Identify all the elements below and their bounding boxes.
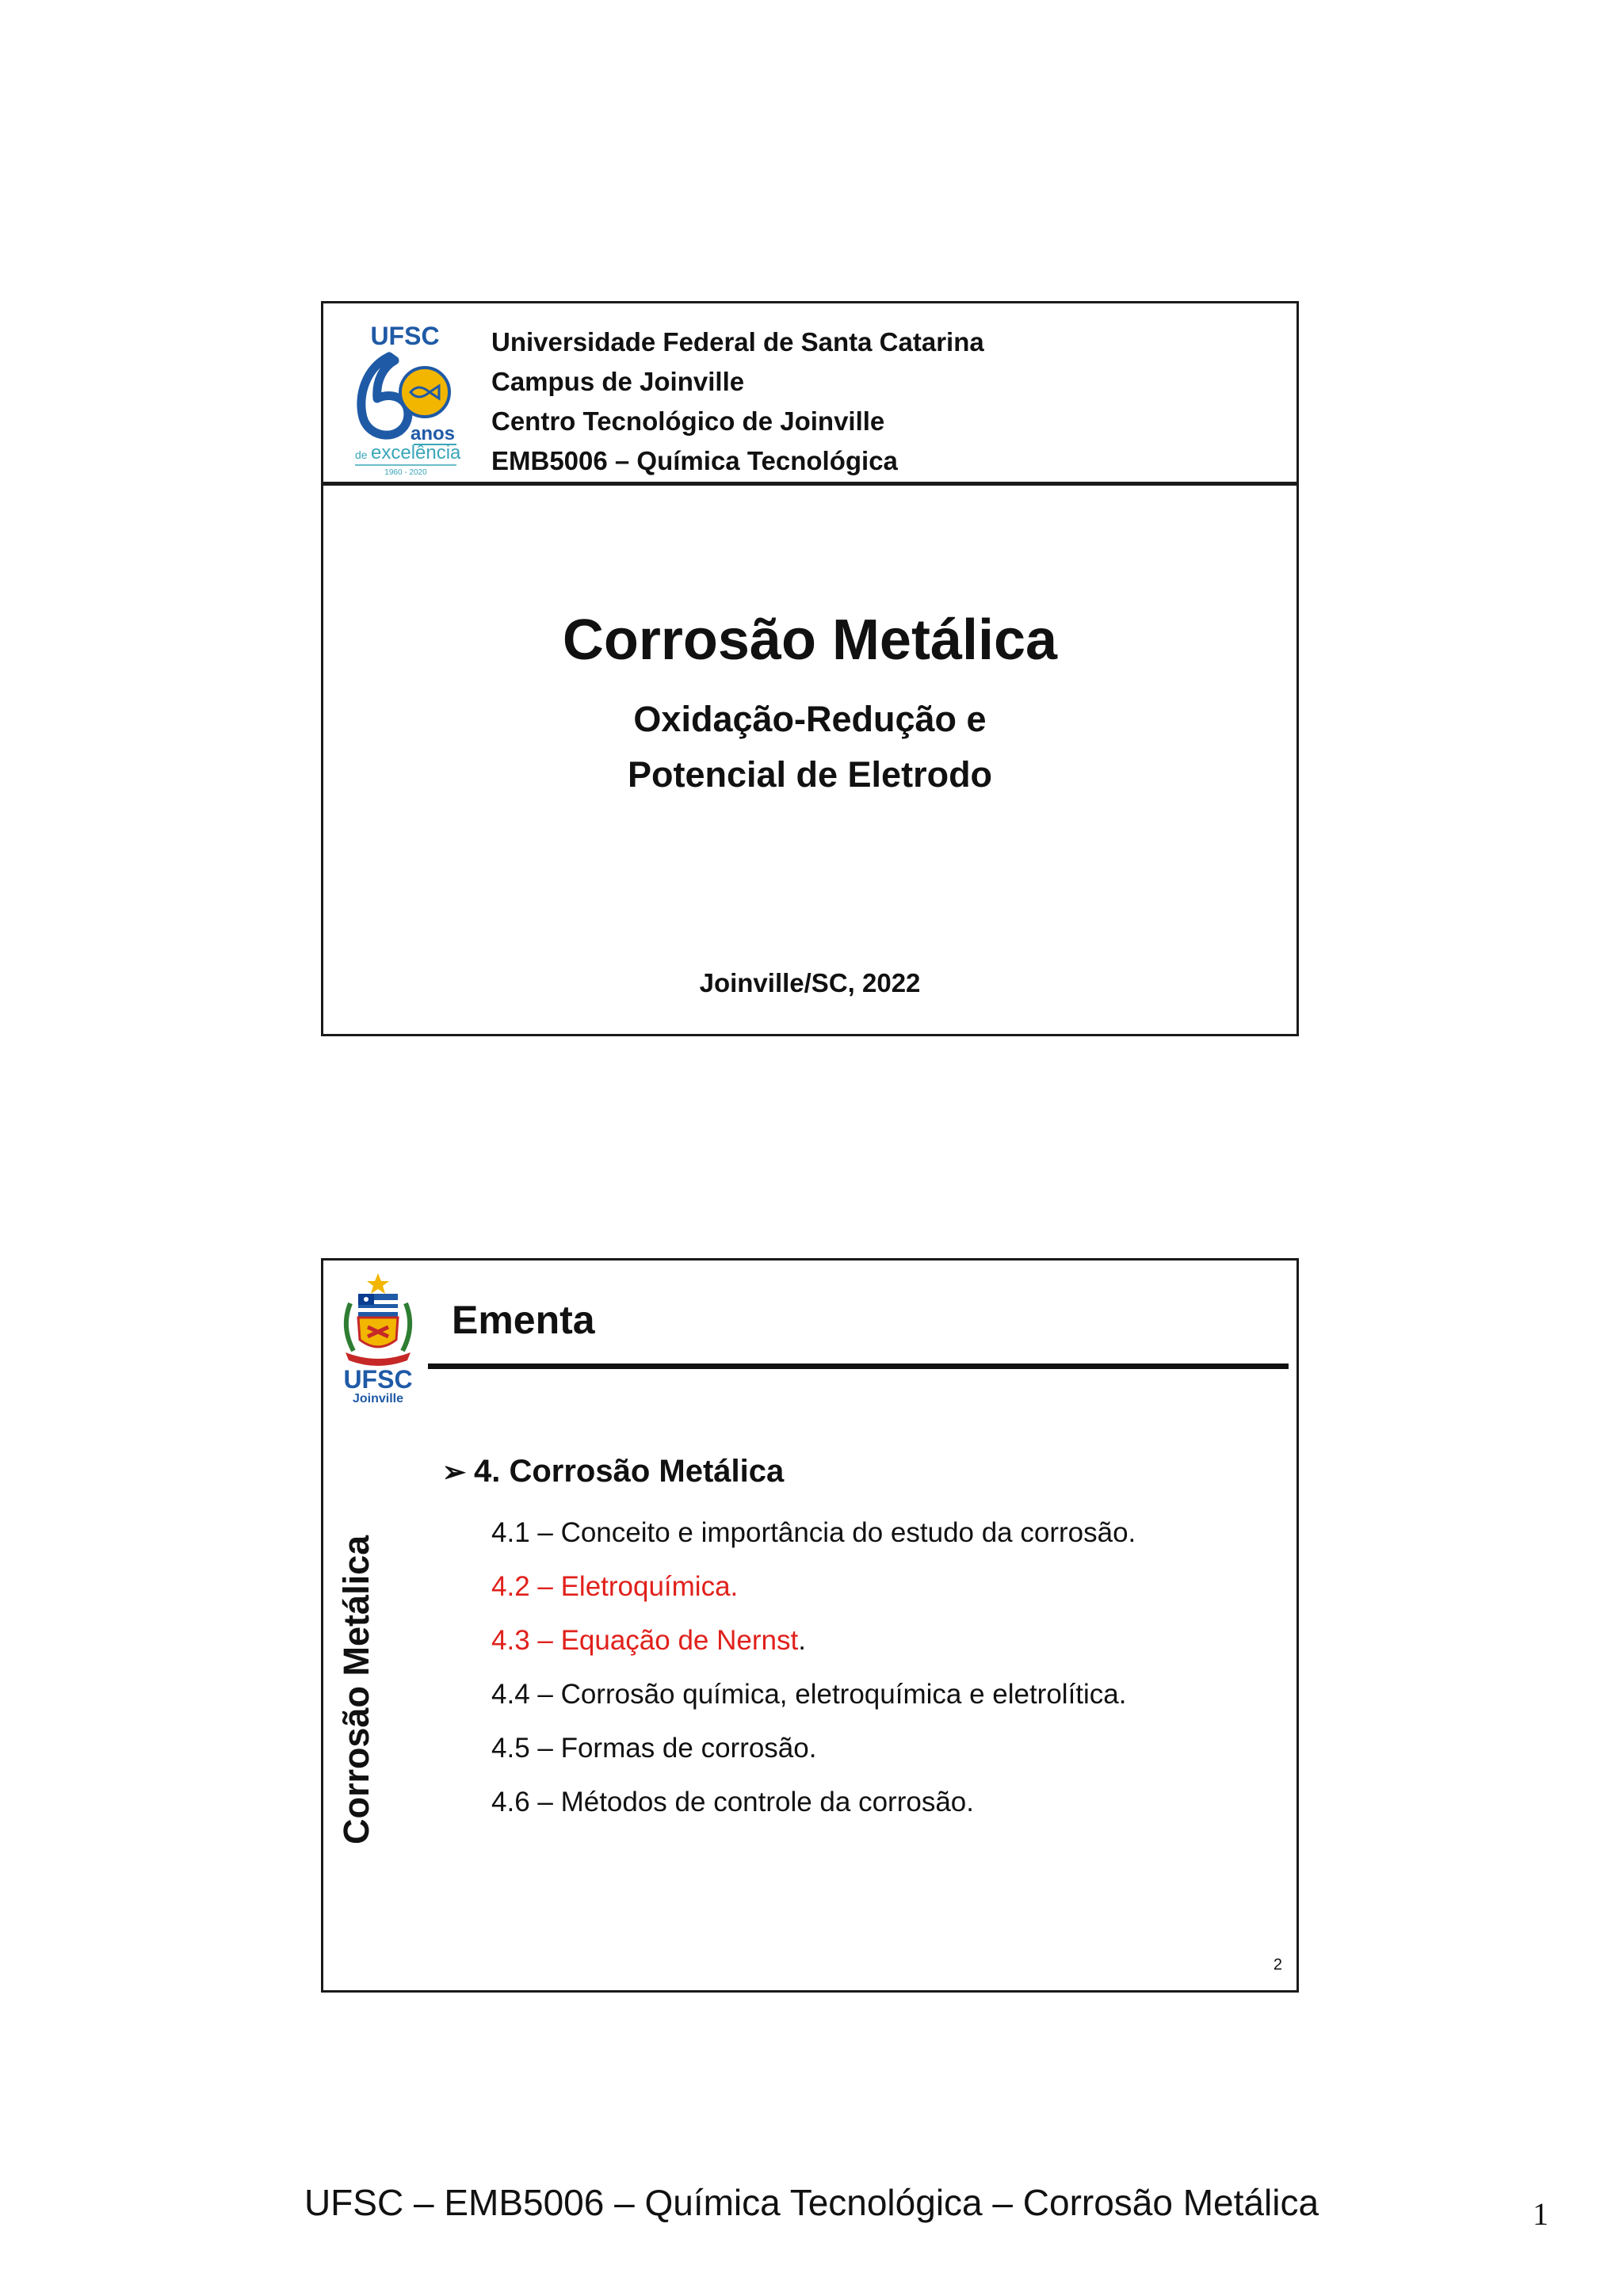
title-slide	[321, 301, 1299, 1036]
ufsc-joinville-crest	[334, 1272, 422, 1405]
list-item: 4.5 – Formas de corrosão.	[491, 1733, 817, 1764]
course-name: EMB5006 – Química Tecnológica	[491, 446, 898, 475]
list-item: 4.2 – Eletroquímica.	[491, 1571, 739, 1602]
slide-page-number: 2	[1273, 1956, 1282, 1974]
side-label: Corrosão Metálica	[336, 1535, 376, 1844]
page-footer: UFSC – EMB5006 – Química Tecnológica – Corrosão Metálica	[304, 2182, 1319, 2223]
ementa-slide	[321, 1258, 1299, 1993]
institution-info	[491, 322, 984, 481]
svg-text:1960 - 2020: 1960 - 2020	[384, 468, 427, 475]
center-name: Centro Tecnológico de Joinville	[491, 406, 885, 436]
ufsc-60-anos-logo	[346, 321, 464, 475]
list-item: 4.3 – Equação de Nernst.	[491, 1625, 806, 1656]
svg-text:excelência: excelência	[371, 442, 461, 463]
slide-date: Joinville/SC, 2022	[699, 968, 921, 997]
list-item: 4.1 – Conceito e importância do estudo da corrosão.	[491, 1517, 1136, 1548]
topic-list	[491, 1506, 1136, 1829]
list-item: 4.4 – Corrosão química, eletroquímica e eletrolítica.	[491, 1679, 1127, 1710]
page-number: 1	[1533, 2196, 1549, 2232]
slide-header	[323, 303, 1296, 486]
university-name: Universidade Federal de Santa Catarina	[491, 327, 984, 357]
svg-text:Joinville: Joinville	[352, 1392, 404, 1405]
svg-text:anos: anos	[410, 423, 456, 444]
svg-text:UFSC: UFSC	[370, 322, 440, 350]
subtitle-line-2: Potencial de Eletrodo	[627, 754, 993, 795]
main-bullet	[442, 1451, 784, 1493]
main-bullet-text: 4. Corrosão Metálica	[474, 1454, 785, 1489]
svg-text:UFSC: UFSC	[343, 1365, 413, 1394]
campus-name: Campus de Joinville	[491, 367, 745, 396]
subtitle-line-1: Oxidação-Redução e	[633, 699, 987, 739]
svg-text:de: de	[355, 448, 368, 461]
arrow-bullet-icon: ➢	[442, 1455, 467, 1488]
slide-subtitle	[323, 692, 1296, 803]
slide-title: Corrosão Metálica	[562, 608, 1058, 672]
slide-title: Ementa	[452, 1298, 595, 1342]
list-item: 4.6 – Métodos de controle da corrosão.	[491, 1787, 974, 1817]
title-divider	[428, 1363, 1289, 1369]
